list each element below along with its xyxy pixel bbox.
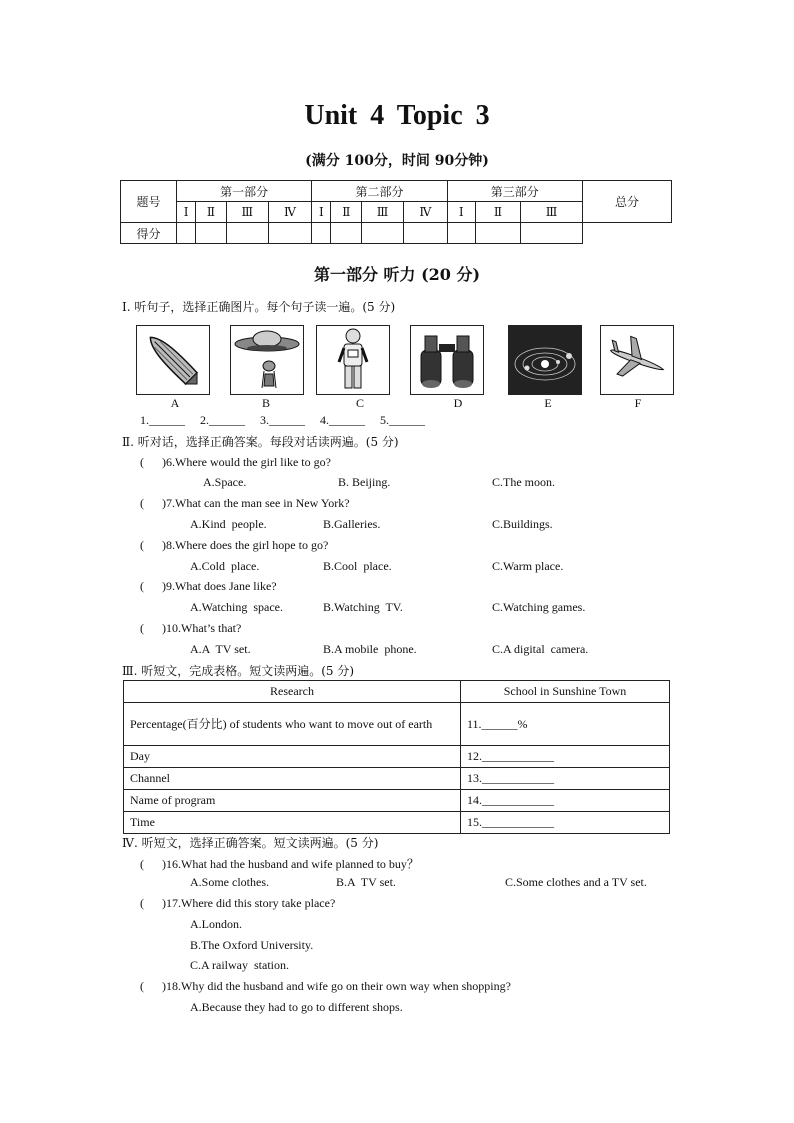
answer-blank[interactable]: 12.____________ xyxy=(461,746,670,768)
score-part1-header: 第一部分 xyxy=(177,181,312,202)
question-stem: ( )18.Why did the husband and wife go on their own way when shopping? xyxy=(140,979,511,993)
question-stem: ( )9.What does Jane like? xyxy=(140,579,277,593)
numeral-cell: Ⅰ xyxy=(177,202,196,223)
answer-blanks[interactable]: 1.______ 2.______ 3.______ 4.______ 5.______ xyxy=(140,413,425,427)
picture-e xyxy=(508,325,582,395)
section2-heading: Ⅱ. 听对话，选择正确答案。每段对话读两遍。(5 分) xyxy=(122,435,399,449)
picture-label: C xyxy=(355,396,364,410)
score-cell xyxy=(177,223,196,244)
research-header: Research xyxy=(124,681,461,703)
question-stem: ( )10.What’s that? xyxy=(140,621,242,635)
picture-c xyxy=(316,325,390,395)
page-subtitle: (满分 100分，时间 90分钟) xyxy=(305,153,489,169)
option-b[interactable]: B.Watching TV. xyxy=(323,600,403,614)
answer-blank[interactable]: 14.____________ xyxy=(461,790,670,812)
numeral-cell: Ⅲ xyxy=(520,202,582,223)
picture-label: F xyxy=(634,396,642,410)
numeral-cell: Ⅰ xyxy=(312,202,331,223)
numeral-cell: Ⅱ xyxy=(331,202,362,223)
row-label: Percentage(百分比) of students who want to move out of earth xyxy=(124,703,461,746)
answer-blank[interactable]: 15.____________ xyxy=(461,812,670,834)
row-label: Name of program xyxy=(124,790,461,812)
option-a[interactable]: A.Kind people. xyxy=(190,517,267,531)
picture-d xyxy=(410,325,484,395)
question-stem: ( )16.What had the husband and wife planned to buy？ xyxy=(140,857,419,871)
score-cell xyxy=(226,223,268,244)
option-c[interactable]: C.A digital camera. xyxy=(492,642,589,656)
numeral-cell: Ⅱ xyxy=(475,202,520,223)
row-label-number: 题号 xyxy=(121,181,177,223)
binoculars-icon xyxy=(411,326,483,394)
score-cell xyxy=(520,223,582,244)
option-b[interactable]: B.A TV set. xyxy=(336,875,396,889)
astronaut-icon xyxy=(317,326,389,394)
option-b[interactable]: B.A mobile phone. xyxy=(323,642,417,656)
option-a[interactable]: A.A TV set. xyxy=(190,642,251,656)
research-table xyxy=(123,680,670,834)
numeral-cell: Ⅳ xyxy=(268,202,312,223)
score-cell xyxy=(331,223,362,244)
numeral-cell: Ⅲ xyxy=(362,202,404,223)
row-label: Day xyxy=(124,746,461,768)
score-total-header: 总分 xyxy=(583,181,672,223)
score-cell xyxy=(404,223,448,244)
page-title: Unit 4 Topic 3 xyxy=(304,100,490,131)
numeral-cell: Ⅰ xyxy=(447,202,475,223)
score-cell xyxy=(362,223,404,244)
option-c[interactable]: C.The moon. xyxy=(492,475,555,489)
score-part2-header: 第二部分 xyxy=(312,181,447,202)
option-c[interactable]: C.A railway station. xyxy=(190,958,289,972)
option-b[interactable]: B.Cool place. xyxy=(323,559,392,573)
picture-label: E xyxy=(544,396,552,410)
option-a[interactable]: A.Because they had to go to different shops. xyxy=(190,1000,403,1014)
option-b[interactable]: B.Galleries. xyxy=(323,517,381,531)
option-a[interactable]: A.Space. xyxy=(203,475,247,489)
numeral-cell: Ⅱ xyxy=(196,202,227,223)
option-a[interactable]: A.Cold place. xyxy=(190,559,260,573)
option-a[interactable]: A.Watching space. xyxy=(190,600,283,614)
row-label-score: 得分 xyxy=(121,223,177,244)
picture-label: D xyxy=(453,396,463,410)
score-cell xyxy=(312,223,331,244)
option-a[interactable]: A.London. xyxy=(190,917,242,931)
question-stem: ( )6.Where would the girl like to go? xyxy=(140,455,331,469)
picture-b xyxy=(230,325,304,395)
option-c[interactable]: C.Buildings. xyxy=(492,517,553,531)
score-cell xyxy=(196,223,227,244)
solar-system-icon xyxy=(509,326,581,394)
option-c[interactable]: C.Watching games. xyxy=(492,600,586,614)
score-cell xyxy=(268,223,312,244)
score-part3-header: 第三部分 xyxy=(447,181,582,202)
option-a[interactable]: A.Some clothes. xyxy=(190,875,269,889)
section1-heading: Ⅰ. 听句子，选择正确图片。每个句子读一遍。(5 分) xyxy=(122,300,396,314)
answer-blank[interactable]: 13.____________ xyxy=(461,768,670,790)
score-table xyxy=(120,180,672,244)
question-stem: ( )7.What can the man see in New York? xyxy=(140,496,350,510)
question-stem: ( )17.Where did this story take place? xyxy=(140,896,336,910)
section3-heading: Ⅲ. 听短文，完成表格。短文读两遍。(5 分) xyxy=(122,664,355,678)
numeral-cell: Ⅳ xyxy=(404,202,448,223)
option-b[interactable]: B. Beijing. xyxy=(338,475,391,489)
numeral-cell: Ⅲ xyxy=(226,202,268,223)
ufo-alien-icon xyxy=(231,326,303,394)
answer-blank[interactable]: 11.______% xyxy=(461,703,670,746)
option-b[interactable]: B.The Oxford University. xyxy=(190,938,314,952)
picture-f xyxy=(600,325,674,395)
option-c[interactable]: C.Some clothes and a TV set. xyxy=(505,875,647,889)
row-label: Time xyxy=(124,812,461,834)
picture-a xyxy=(136,325,210,395)
part-title: 第一部分 听力 (20 分) xyxy=(313,265,481,284)
question-stem: ( )8.Where does the girl hope to go? xyxy=(140,538,329,552)
score-cell xyxy=(475,223,520,244)
school-header: School in Sunshine Town xyxy=(461,681,670,703)
rocket-icon xyxy=(137,326,209,394)
score-cell xyxy=(447,223,475,244)
section4-heading: Ⅳ. 听短文，选择正确答案。短文读两遍。(5 分) xyxy=(122,836,379,850)
airplane-icon xyxy=(601,326,673,394)
option-c[interactable]: C.Warm place. xyxy=(492,559,564,573)
row-label: Channel xyxy=(124,768,461,790)
picture-label: B xyxy=(261,396,270,410)
picture-label: A xyxy=(170,396,180,410)
